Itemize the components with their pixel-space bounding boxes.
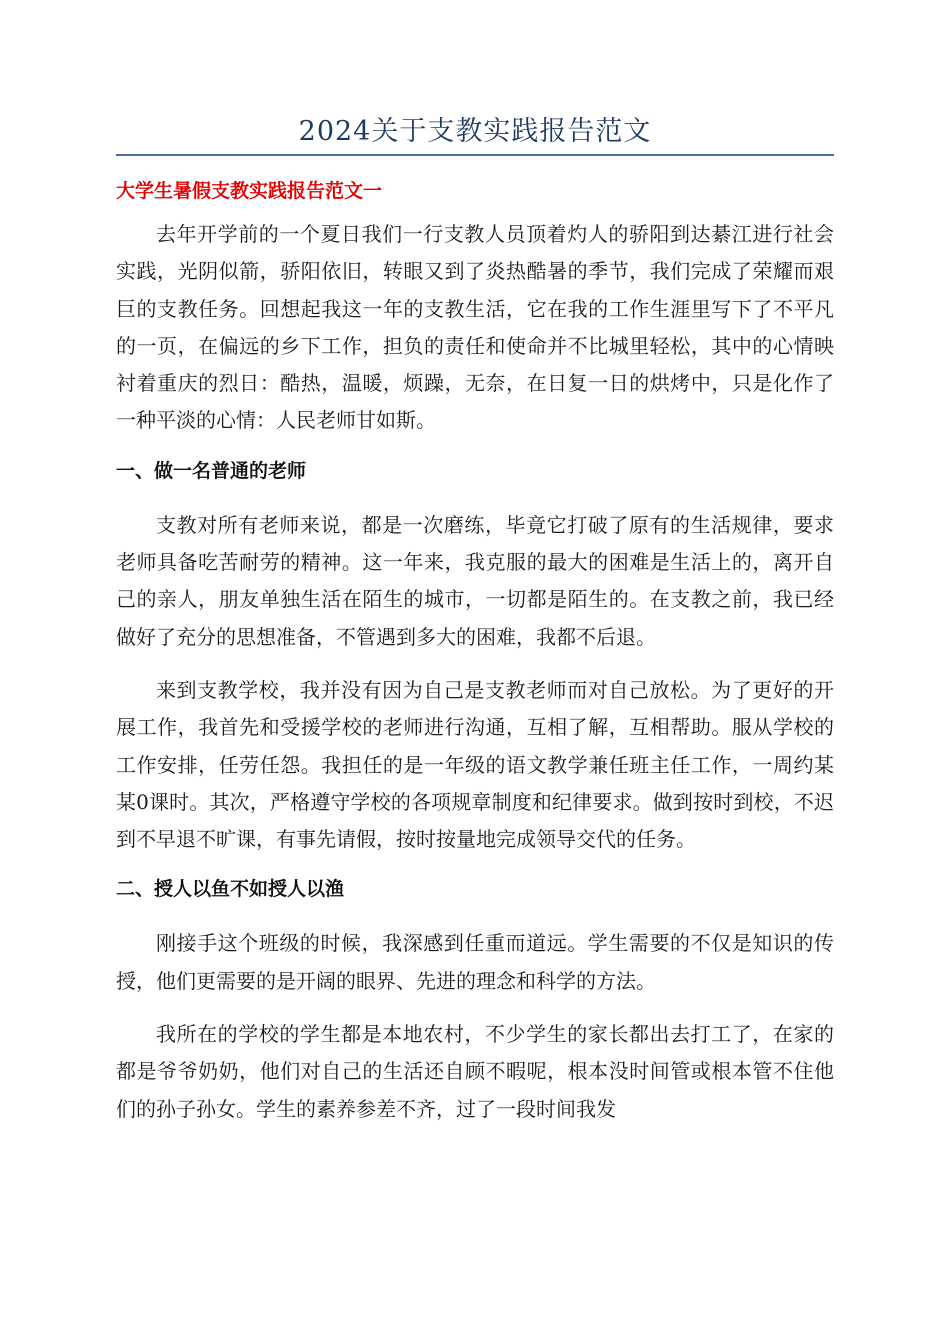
section2-paragraph-2: 我所在的学校的学生都是本地农村，不少学生的家长都出去打工了，在家的都是爷爷奶奶，他们对自己的生活还自顾不暇呢，根本没时间管或根本管不住他们的孙子孙女。学生的素养参差不齐，过了一段时间我发	[116, 1022, 834, 1121]
document-subtitle: 大学生暑假支教实践报告范文一	[116, 180, 383, 202]
document-body	[116, 176, 834, 1144]
title-divider	[116, 154, 834, 156]
intro-paragraph: 去年开学前的一个夏日我们一行支教人员顶着灼人的骄阳到达綦江进行社会实践，光阴似箭，骄阳依旧，转眼又到了炎热酷暑的季节，我们完成了荣耀而艰巨的支教任务。回想起我这一年的支教生活，它在我的工作生涯里写下了不平凡的一页，在偏远的乡下工作，担负的责任和使命并不比城里轻松，其中的心情映衬着重庆的烈日：酷热，温暖，烦躁，无奈，在日复一日的烘烤中，只是化作了一种平淡的心情：人民老师甘如斯。	[116, 222, 834, 433]
section-heading-1: 一、做一名普通的老师	[116, 459, 307, 482]
document-title: 2024关于支教实践报告范文	[298, 116, 652, 147]
section1-paragraph-1: 支教对所有老师来说，都是一次磨练，毕竟它打破了原有的生活规律，要求老师具备吃苦耐劳的精神。这一年来，我克服的最大的困难是生活上的，离开自己的亲人，朋友单独生活在陌生的城市，一切都是陌生的。在支教之前，我已经做好了充分的思想准备，不管遇到多大的困难，我都不后退。	[116, 512, 834, 649]
section-heading-2: 二、授人以鱼不如授人以渔	[116, 878, 345, 901]
section2-paragraph-1: 刚接手这个班级的时候，我深感到任重而道远。学生需要的不仅是知识的传授，他们更需要的是开阔的眼界、先进的理念和科学的方法。	[116, 931, 834, 993]
section1-paragraph-2: 来到支教学校，我并没有因为自己是支教老师而对自己放松。为了更好的开展工作，我首先和受援学校的老师进行沟通，互相了解，互相帮助。服从学校的工作安排，任劳任怨。我担任的是一年级的语文教学兼任班主任工作，一周约某某0课时。其次，严格遵守学校的各项规章制度和纪律要求。做到按时到校，不迟到不早退不旷课，有事先请假，按时按量地完成领导交代的任务。	[116, 677, 834, 852]
